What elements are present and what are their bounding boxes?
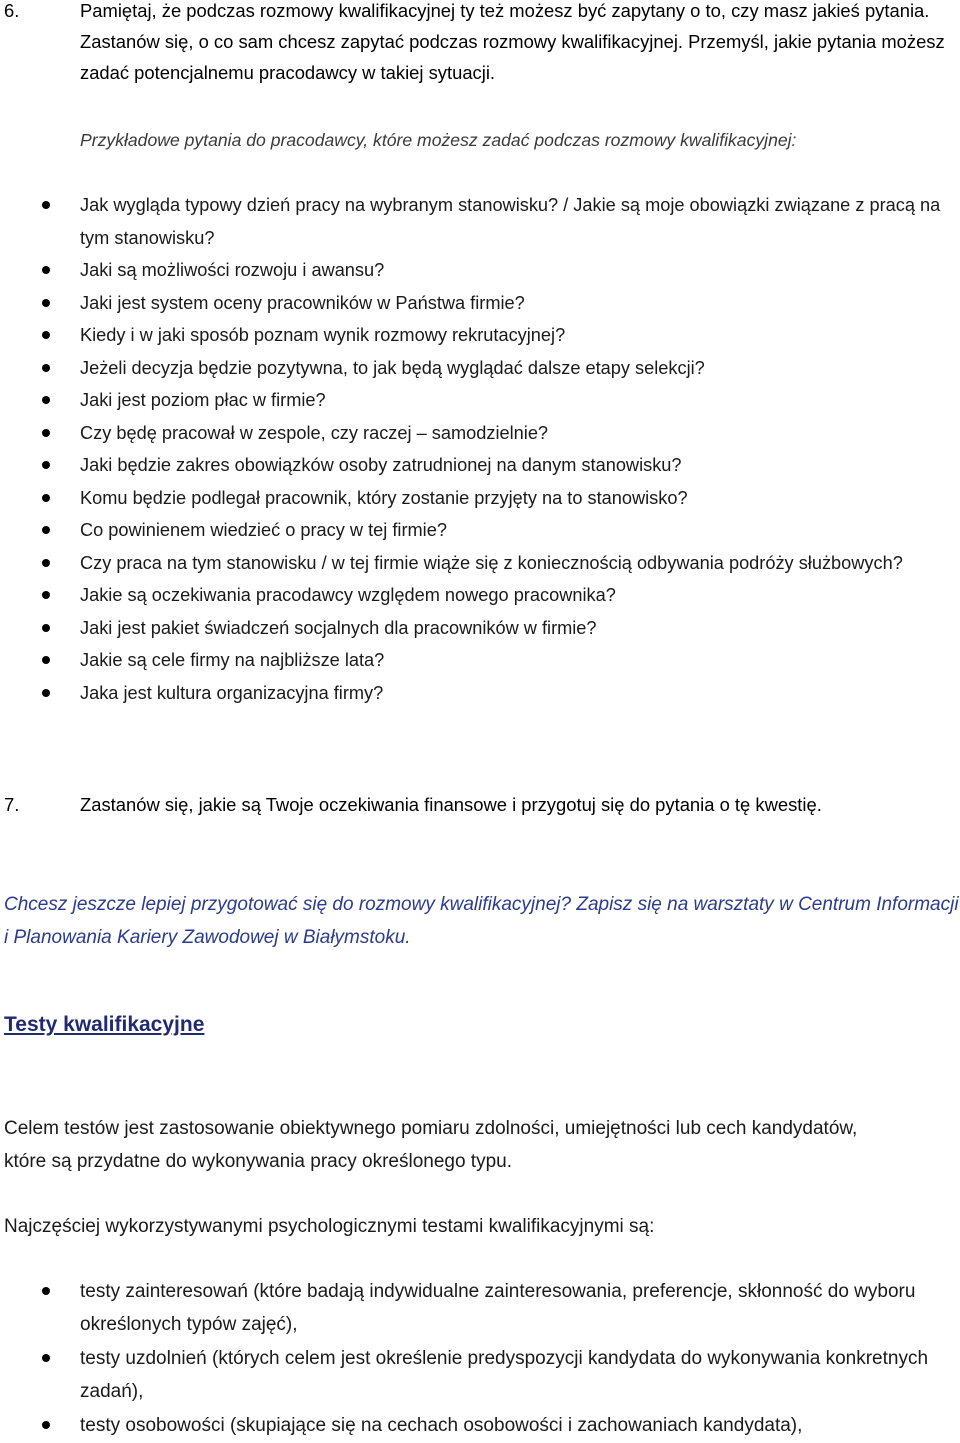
bullet-icon <box>42 591 50 599</box>
item-text: Pamiętaj, że podczas rozmowy kwalifikacyjnej ty też możesz być zapytany o to, czy masz jakieś pytania. Zastanów się, o co sam chcesz zapytać podczas rozmowy kwalifikacyjnej. Przemyśl, jakie pytania możesz zadać potencjalnemu pracodawcy w takiej sytuacji. <box>80 0 945 83</box>
bullet-icon <box>42 1287 50 1295</box>
list-item-text: testy osobowości (skupiające się na cechach osobowości i zachowaniach kandydata), <box>80 1415 803 1436</box>
list-item <box>0 384 960 417</box>
bullet-icon <box>42 494 50 502</box>
list-item <box>0 449 960 482</box>
bullet-icon <box>42 266 50 274</box>
list-item <box>0 677 960 710</box>
list-item <box>0 644 960 677</box>
list-item <box>0 287 960 320</box>
list-item-text: Kiedy i w jaki sposób poznam wynik rozmowy rekrutacyjnej? <box>80 325 566 345</box>
bullet-icon <box>42 364 50 372</box>
list-item <box>0 352 960 385</box>
list-item <box>0 514 960 547</box>
list-item <box>0 1342 960 1408</box>
list-item-text: Jakie są cele firmy na najbliższe lata? <box>80 650 385 670</box>
list-item <box>0 579 960 612</box>
workshop-invitation: Chcesz jeszcze lepiej przygotować się do rozmowy kwalifikacyjnej? Zapisz się na warsztaty w Centrum Informacji i Planowania Kariery Zawodowej w Białymstoku. <box>4 894 959 948</box>
list-item <box>0 482 960 515</box>
bullet-icon <box>42 201 50 209</box>
list-item-text: Jaki jest pakiet świadczeń socjalnych dla pracowników w firmie? <box>80 617 597 638</box>
list-item-text: Jak wygląda typowy dzień pracy na wybranym stanowisku? / Jakie są moje obowiązki związane z pracą na tym stanowisku? <box>80 195 941 248</box>
item-number: 6. <box>4 0 20 21</box>
list-item-text: Jaki jest poziom płac w firmie? <box>80 390 326 410</box>
bullet-icon <box>42 461 50 469</box>
list-item <box>0 417 960 450</box>
list-item-text: Czy będę pracował w zespole, czy raczej – samodzielnie? <box>80 422 549 443</box>
bullet-icon <box>42 526 50 534</box>
list-item-text: testy uzdolnień (których celem jest określenie predyspozycji kandydata do wykonywania konkretnych zadań), <box>80 1348 929 1402</box>
list-item <box>0 319 960 352</box>
tests-list <box>0 1275 960 1443</box>
tests-list-intro: Najczęściej wykorzystywanymi psychologicznymi testami kwalifikacyjnymi są: <box>4 1216 655 1237</box>
list-item <box>0 1275 960 1341</box>
bullet-icon <box>42 331 50 339</box>
list-item <box>0 1409 960 1442</box>
bullet-icon <box>42 689 50 697</box>
list-item <box>0 547 960 580</box>
bullet-icon <box>42 1421 50 1429</box>
bullet-icon <box>42 624 50 632</box>
list-item-text: Jaki jest system oceny pracowników w Państwa firmie? <box>80 292 525 313</box>
list-item-text: Komu będzie podlegał pracownik, który zostanie przyjęty na to stanowisko? <box>80 487 688 508</box>
list-item-text: Jakie są oczekiwania pracodawcy względem nowego pracownika? <box>80 585 616 605</box>
list-item-text: Czy praca na tym stanowisku / w tej firmie wiąże się z koniecznością odbywania podróży służbowych? <box>80 552 903 573</box>
bullet-icon <box>42 559 50 567</box>
tests-purpose-paragraph: Celem testów jest zastosowanie obiektywnego pomiaru zdolności, umiejętności lub cech kandydatów, które są przydatne do wykonywania pracy określonego typu. <box>4 1118 858 1172</box>
bullet-icon <box>42 429 50 437</box>
list-item-text: Jaki będzie zakres obowiązków osoby zatrudnionej na danym stanowisku? <box>80 455 682 475</box>
list-item-text: testy zainteresowań (które badają indywidualne zainteresowania, preferencje, skłonność do wyboru określonych typów zajęć), <box>80 1281 916 1335</box>
bullet-icon <box>42 299 50 307</box>
bullet-icon <box>42 656 50 664</box>
item-number: 7. <box>4 794 20 815</box>
section-heading: Testy kwalifikacyjne <box>4 1013 205 1036</box>
list-item <box>0 189 960 254</box>
questions-intro: Przykładowe pytania do pracodawcy, które możesz zadać podczas rozmowy kwalifikacyjnej: <box>80 130 797 150</box>
list-item <box>0 612 960 645</box>
bullet-icon <box>42 396 50 404</box>
list-item-text: Jaki są możliwości rozwoju i awansu? <box>80 260 385 280</box>
employer-questions-list <box>0 189 960 709</box>
list-item-text: Jaka jest kultura organizacyjna firmy? <box>80 682 384 703</box>
list-item-text: Jeżeli decyzja będzie pozytywna, to jak będą wyglądać dalsze etapy selekcji? <box>80 357 705 378</box>
list-item <box>0 254 960 287</box>
list-item-text: Co powinienem wiedzieć o pracy w tej firmie? <box>80 520 447 540</box>
bullet-icon <box>42 1354 50 1362</box>
item-text: Zastanów się, jakie są Twoje oczekiwania finansowe i przygotuj się do pytania o tę kwestię. <box>80 794 822 815</box>
